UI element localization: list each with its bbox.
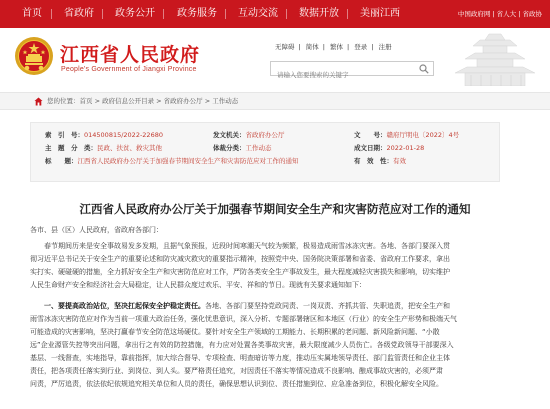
document-info-box	[30, 122, 500, 182]
nav-open-data[interactable]: 数据开放	[299, 8, 339, 19]
written-date-label: 成文日期：	[354, 144, 387, 152]
quick-links: 无障碍 | 简体 | 繁体 | 登录 | 注册	[275, 43, 392, 51]
topic-value: 民政、扶贫、救灾其他	[97, 144, 162, 152]
article-paragraph-2-line-7: 问责，严厉追责，依法依纪依规追究相关单位和人员的责任，确保思想认识到位、责任措施到位、应急准备到位，积极化解安全风险。	[30, 380, 443, 388]
site-title[interactable]: 江西省人民政府	[60, 44, 201, 66]
nav-separator	[225, 9, 226, 19]
nav-separator	[286, 9, 287, 19]
article-paragraph-2-line-6: 责任，把各项责任落实到行业、到岗位、到人头。要严格责任追究，对因责任不落实等情况造成不良影响、酿成事故灾害的，必须严肃	[30, 367, 443, 375]
article-paragraph-2-line-4: 远”企业源管失控等突出问题，拿出行之有效的防控措施，有力应对处置各类事故灾害，最大限度减少人员伤亡。各级党政领导干部要深入	[30, 341, 454, 349]
national-emblem-icon	[14, 36, 54, 76]
site-subtitle: People's Government of Jiangxi Province	[61, 66, 197, 73]
doc-title-value: 江西省人民政府办公厅关于加强春节期间安全生产和灾害防范应对工作的通知	[77, 157, 299, 165]
section-heading-1: 一、要提高政治站位，坚决扛起保安全护稳定责任。	[44, 302, 205, 310]
doc-title-label: 标 题：	[45, 157, 78, 165]
written-date-row	[354, 143, 424, 152]
article-paragraph-1-line-3: 实打实、硬碰硬的措施，全力抓好安全生产和灾害防范应对工作，严防各类安全生产事故发生，最大程度减轻灾害损失和影响，切实维护	[30, 268, 450, 276]
validity-row	[354, 156, 406, 165]
article-paragraph-1-line-2: 彻习近平总书记关于安全生产的重要论述和防灾减灾救灾的重要指示精神，按照党中央、国务院决策部署和省委、省政府工作要求，拿出	[30, 255, 450, 263]
nav-government-affairs-open[interactable]: 政务公开	[115, 8, 155, 19]
topic-row	[45, 143, 162, 152]
tengwang-pavilion-illustration	[445, 28, 550, 86]
nav-separator	[51, 9, 52, 19]
article-title: 江西省人民政府办公厅关于加强春节期间安全生产和灾害防范应对工作的通知	[79, 202, 471, 216]
register-link[interactable]: 注册	[378, 43, 392, 51]
search-icon[interactable]	[419, 64, 429, 74]
nav-interaction[interactable]: 互动交流	[238, 8, 278, 19]
search-input[interactable]	[271, 69, 411, 82]
validity-value: 有效	[393, 157, 406, 165]
written-date-value: 2022-01-28	[386, 144, 425, 152]
nav-provincial-government[interactable]: 省政府	[64, 8, 94, 19]
home-icon	[34, 97, 43, 106]
nav-home[interactable]: 首页	[22, 8, 42, 19]
genre-label: 体裁分类：	[213, 144, 246, 152]
search-box	[270, 61, 434, 76]
issuing-agency-label: 发文机关：	[213, 131, 246, 139]
nav-government-services[interactable]: 政务服务	[177, 8, 217, 19]
top-right-links[interactable]: 中国政府网 | 省人大 | 省政协	[457, 10, 542, 18]
document-number-row	[354, 130, 459, 139]
validity-label: 有 效 性：	[354, 157, 393, 165]
index-number-row	[45, 130, 163, 139]
nav-separator	[347, 9, 348, 19]
nav-beautiful-jiangxi[interactable]: 美丽江西	[360, 8, 400, 19]
issuing-agency-row	[213, 130, 285, 139]
article-paragraph-1-line-1: 春节期间历来是安全事故易发多发期，且据气象预报，近段时间寒潮天气较为频繁，极易造成雨雪冰冻灾害。各地、各部门要深入贯	[44, 242, 450, 250]
genre-value: 工作动态	[245, 144, 272, 152]
issuing-agency-value: 省政府办公厅	[245, 131, 285, 139]
index-number-label: 索 引 号：	[45, 131, 84, 139]
nav-separator	[163, 9, 164, 19]
simplified-chinese-link[interactable]: 简体	[305, 43, 319, 51]
section-1-text-start: 各地、各部门要坚持党政同责、一岗双责、齐抓共管、失职追责，把安全生产和	[205, 302, 450, 310]
article-paragraph-1-line-4: 人民生命财产安全和经济社会大局稳定，让人民群众度过欢乐、平安、祥和的节日。现就有关要求通知如下：	[30, 281, 366, 289]
document-number-label: 文 号：	[354, 131, 387, 139]
site-header	[0, 28, 550, 86]
accessibility-link[interactable]: 无障碍	[275, 43, 295, 51]
login-link[interactable]: 登录	[354, 43, 368, 51]
doc-title-row	[45, 156, 299, 165]
traditional-chinese-link[interactable]: 繁体	[330, 43, 344, 51]
top-nav-bar	[0, 0, 550, 28]
article-salutation: 各市、县（区）人民政府，省政府各部门：	[30, 226, 163, 234]
article-paragraph-2-line-3: 可能造成的灾害影响，坚决打赢春节安全防范这场硬仗。要针对安全生产领域的工期能力、长期积累的老问题、新风险新问题、“小散	[30, 328, 440, 336]
breadcrumb-path[interactable]: 您的位置：首页 > 政府信息公开目录 > 省政府办公厅 > 工作动态	[47, 97, 239, 105]
breadcrumb	[0, 92, 550, 110]
topic-label: 主 题 分 类：	[45, 144, 97, 152]
nav-separator	[102, 9, 103, 19]
article-paragraph-2-line-5: 基层、一线督查，实地指导，靠前指挥，加大综合督导、专项检查、明查暗访等力度，推动压实属地领导责任、部门监管责任和企业主体	[30, 354, 450, 362]
index-number-value: 014500815/2022-22680	[84, 131, 163, 139]
genre-row	[213, 143, 272, 152]
document-number-value: 赣府厅明电〔2022〕4号	[386, 131, 460, 139]
article-paragraph-2-line-2: 雨雪冰冻灾害防范应对作为当前一项重大政治任务，强化忧患意识，深入分析、专题部署辖区和本地区（行业）的安全生产形势和极端天气	[30, 315, 457, 323]
article-paragraph-2-line-1	[44, 300, 450, 313]
